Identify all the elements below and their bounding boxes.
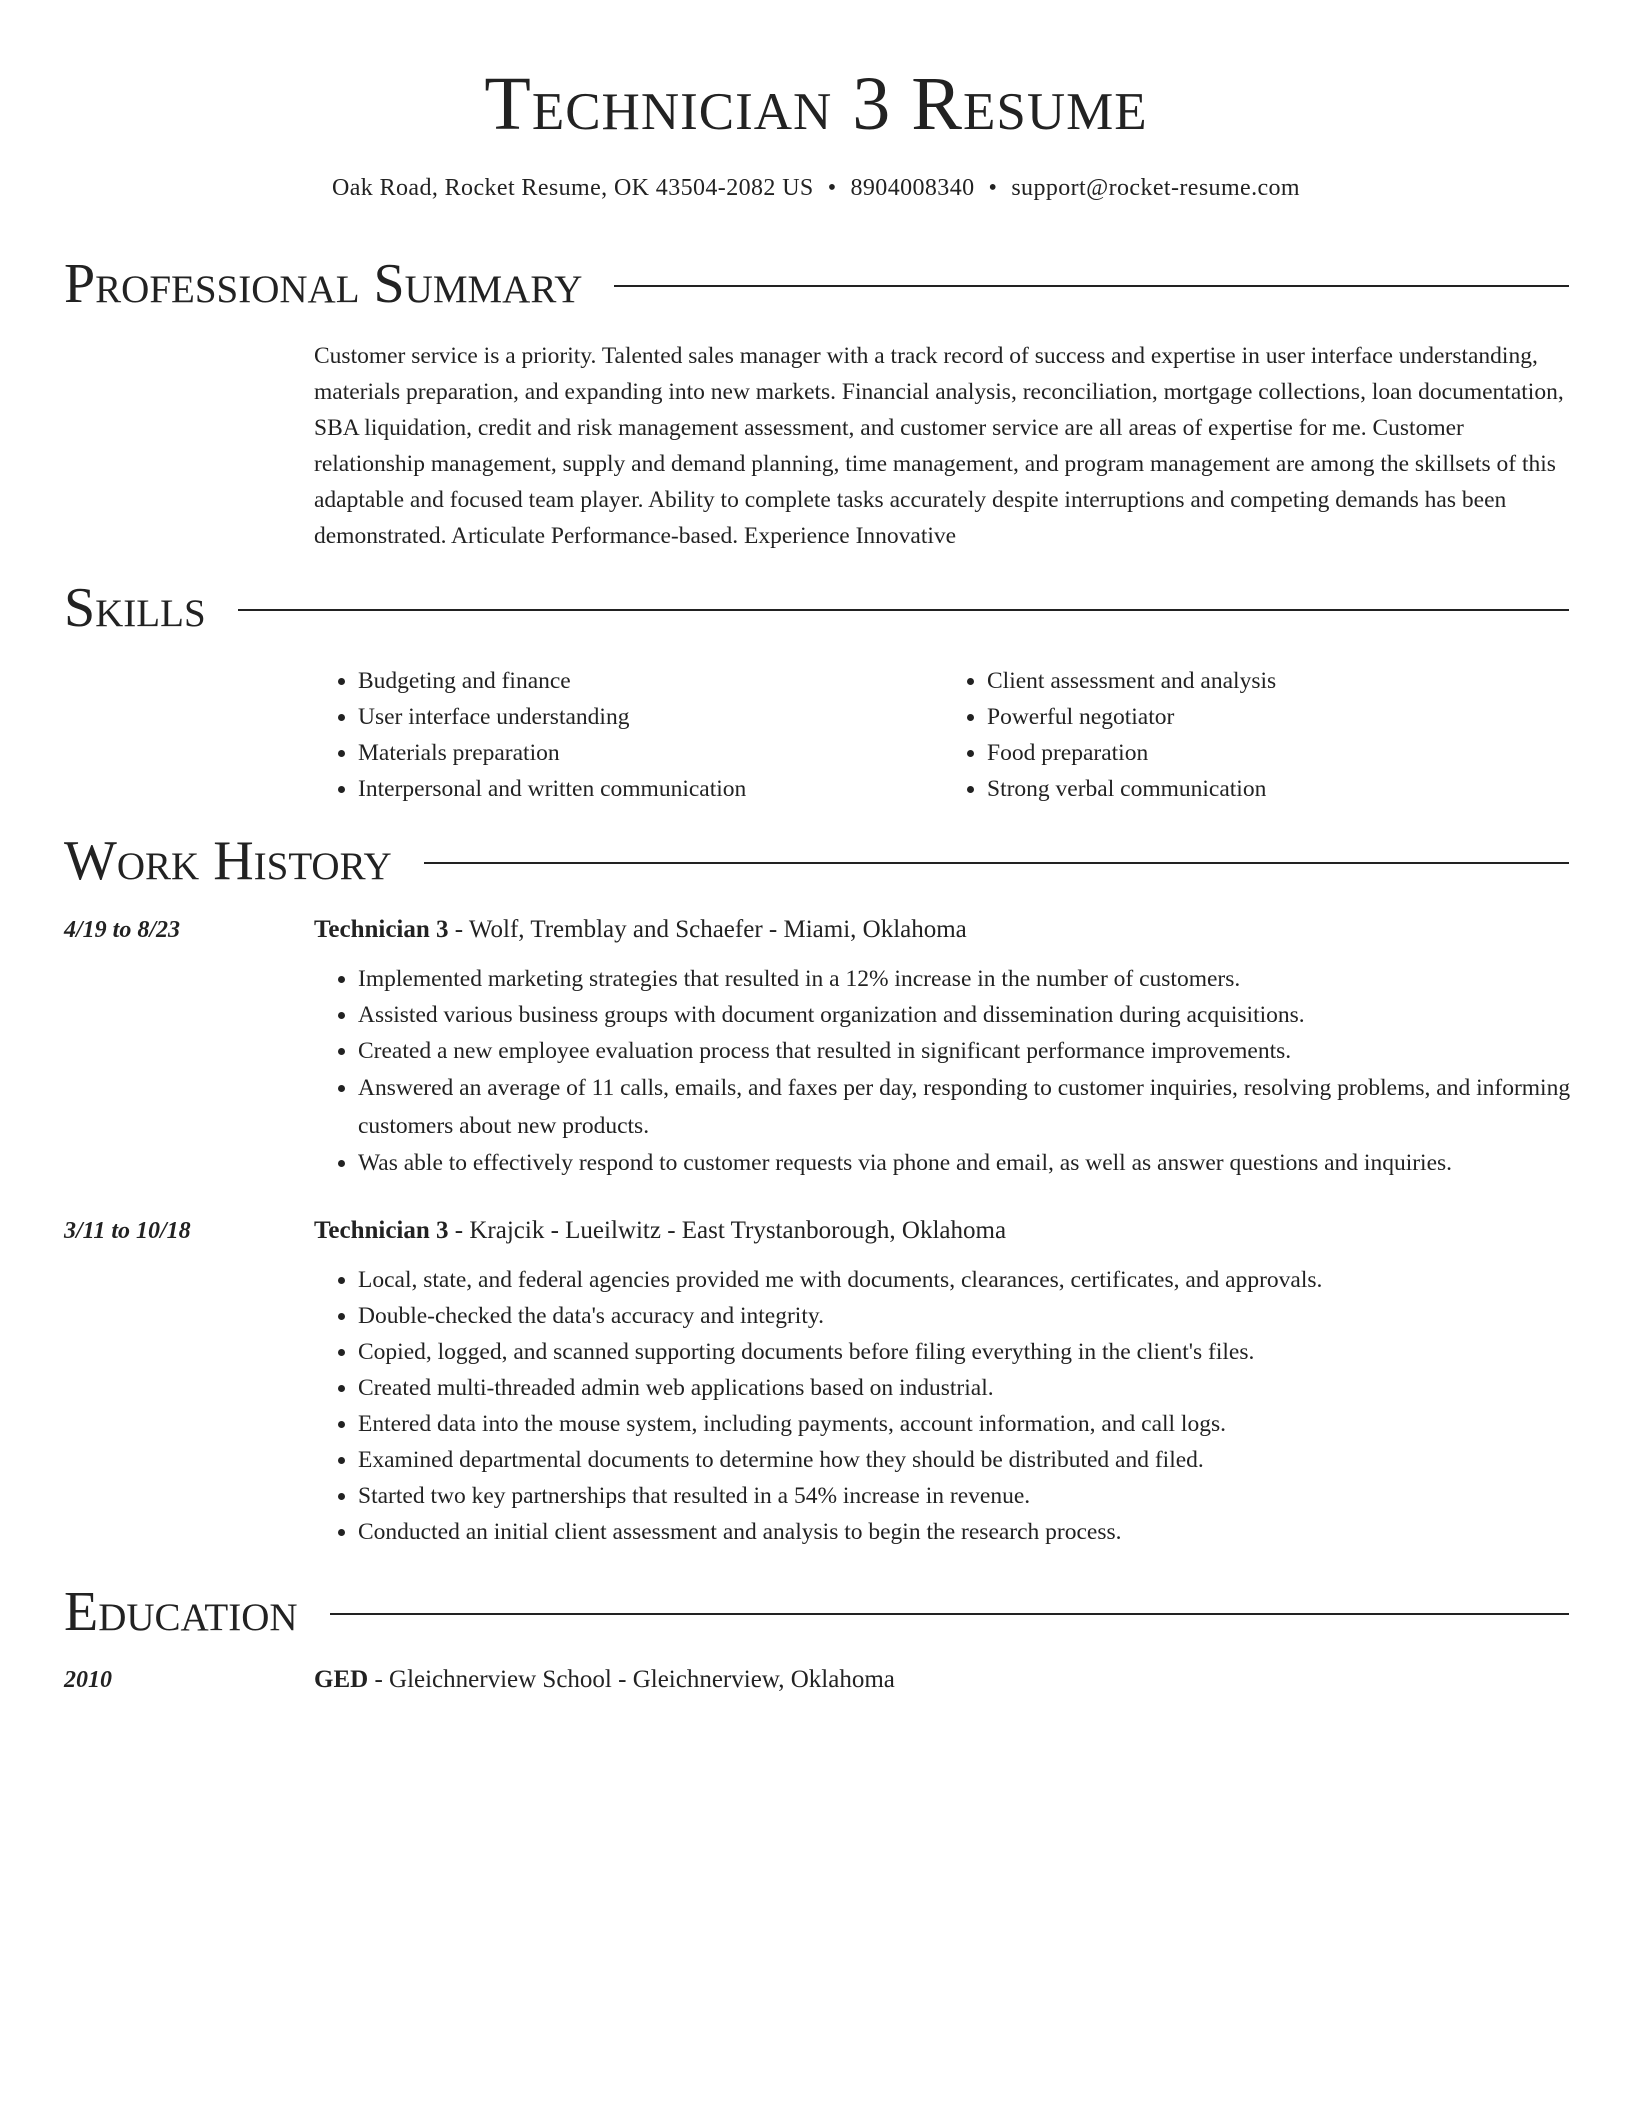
skills-column-left: [314, 663, 943, 807]
job-employer-location: - Wolf, Tremblay and Schaefer - Miami, Oklahoma: [448, 916, 967, 943]
job-bullet: • Created a new employee evaluation process that resulted in significant performance improvements.: [358, 1033, 1616, 1069]
education-school-location: - Gleichnerview School - Gleichnerview, Oklahoma: [368, 1666, 895, 1693]
skills-section-header: [64, 576, 1569, 640]
job-bullet: • Created multi-threaded admin web applications based on industrial.: [358, 1370, 1616, 1406]
job-bullet: • Copied, logged, and scanned supporting documents before filing everything in the client's files.: [358, 1334, 1616, 1370]
job-bullet: • Conducted an initial client assessment and analysis to begin the research process.: [358, 1514, 1616, 1550]
skill-item: • Client assessment and analysis: [987, 663, 1572, 699]
job-dates: 3/11 to 10/18: [64, 1218, 191, 1244]
summary-text: Customer service is a priority. Talented sales manager with a track record of success and expertise in user interface understanding, materials preparation, and expanding into new markets. Financial analysis, reconciliation, mortgage collections, loan documentation, SBA liquidation, credit and risk management assessment, and customer service are all areas of expertise for me. Customer relationship management, supply and demand planning, time management, and program management are among the skillsets of this adaptable and focused team player. Ability to complete tasks accurately despite interruptions and competing demands has been demonstrated. Articulate Performance-based. Experience Innovative: [314, 343, 1564, 549]
work-section-header: [64, 829, 1569, 893]
education-heading: [314, 1663, 895, 1697]
skills-list: [314, 663, 1572, 807]
education-year: 2010: [64, 1667, 112, 1693]
job-dates: 4/19 to 8/23: [64, 917, 181, 943]
skill-item: • Budgeting and finance: [358, 663, 943, 699]
education-degree: GED: [314, 1666, 369, 1693]
section-divider: [614, 285, 1569, 287]
contact-phone: 8904008340: [850, 175, 975, 201]
contact-address: Oak Road, Rocket Resume, OK 43504-2082 US: [332, 175, 814, 201]
section-title-education: Education: [64, 1581, 298, 1643]
contact-separator: •: [827, 175, 837, 201]
skills-column-right: [943, 663, 1572, 807]
skill-item: • User interface understanding: [358, 699, 943, 735]
skill-item: • Powerful negotiator: [987, 699, 1572, 735]
skill-item: • Food preparation: [987, 735, 1572, 771]
job-heading: [314, 913, 967, 947]
job-employer-location: - Krajcik - Lueilwitz - East Trystanborough, Oklahoma: [448, 1217, 1007, 1244]
section-title-work: Work History: [64, 830, 392, 892]
job-bullet: • Was able to effectively respond to customer requests via phone and email, as well as answer questions and inquiries.: [358, 1145, 1616, 1181]
job-bullets: [314, 1262, 1616, 1550]
education-section-header: [64, 1580, 1569, 1644]
job-bullet: • Assisted various business groups with document organization and dissemination during acquisitions.: [358, 997, 1616, 1033]
skill-item: • Materials preparation: [358, 735, 943, 771]
section-divider: [330, 1613, 1569, 1615]
section-title-summary: Professional Summary: [64, 253, 583, 315]
job-title: Technician 3: [314, 1217, 449, 1244]
job-heading: [314, 1214, 1006, 1248]
job-bullet: • Entered data into the mouse system, including payments, account information, and call logs.: [358, 1406, 1616, 1442]
job-title: Technician 3: [314, 916, 449, 943]
job-bullets: [314, 961, 1616, 1181]
section-divider: [424, 862, 1569, 864]
contact-email: support@rocket-resume.com: [1011, 175, 1300, 201]
contact-separator: •: [988, 175, 998, 201]
job-bullet: • Implemented marketing strategies that resulted in a 12% increase in the number of customers.: [358, 961, 1616, 997]
job-bullet: • Answered an average of 11 calls, emails, and faxes per day, responding to customer inquiries, resolving problems, and informing customers about new products.: [358, 1069, 1616, 1145]
resume-title: Technician 3 Resume: [484, 62, 1148, 146]
job-bullet: • Started two key partnerships that resulted in a 54% increase in revenue.: [358, 1478, 1616, 1514]
section-divider: [238, 609, 1569, 611]
skill-item: • Strong verbal communication: [987, 771, 1572, 807]
skill-item: • Interpersonal and written communication: [358, 771, 943, 807]
job-bullet: • Local, state, and federal agencies provided me with documents, clearances, certificates, and approvals.: [358, 1262, 1616, 1298]
job-bullet: • Double-checked the data's accuracy and integrity.: [358, 1298, 1616, 1334]
job-bullet: • Examined departmental documents to determine how they should be distributed and filed.: [358, 1442, 1616, 1478]
summary-section-header: [64, 252, 1569, 316]
section-title-skills: Skills: [64, 577, 206, 639]
contact-line: [0, 171, 1632, 205]
